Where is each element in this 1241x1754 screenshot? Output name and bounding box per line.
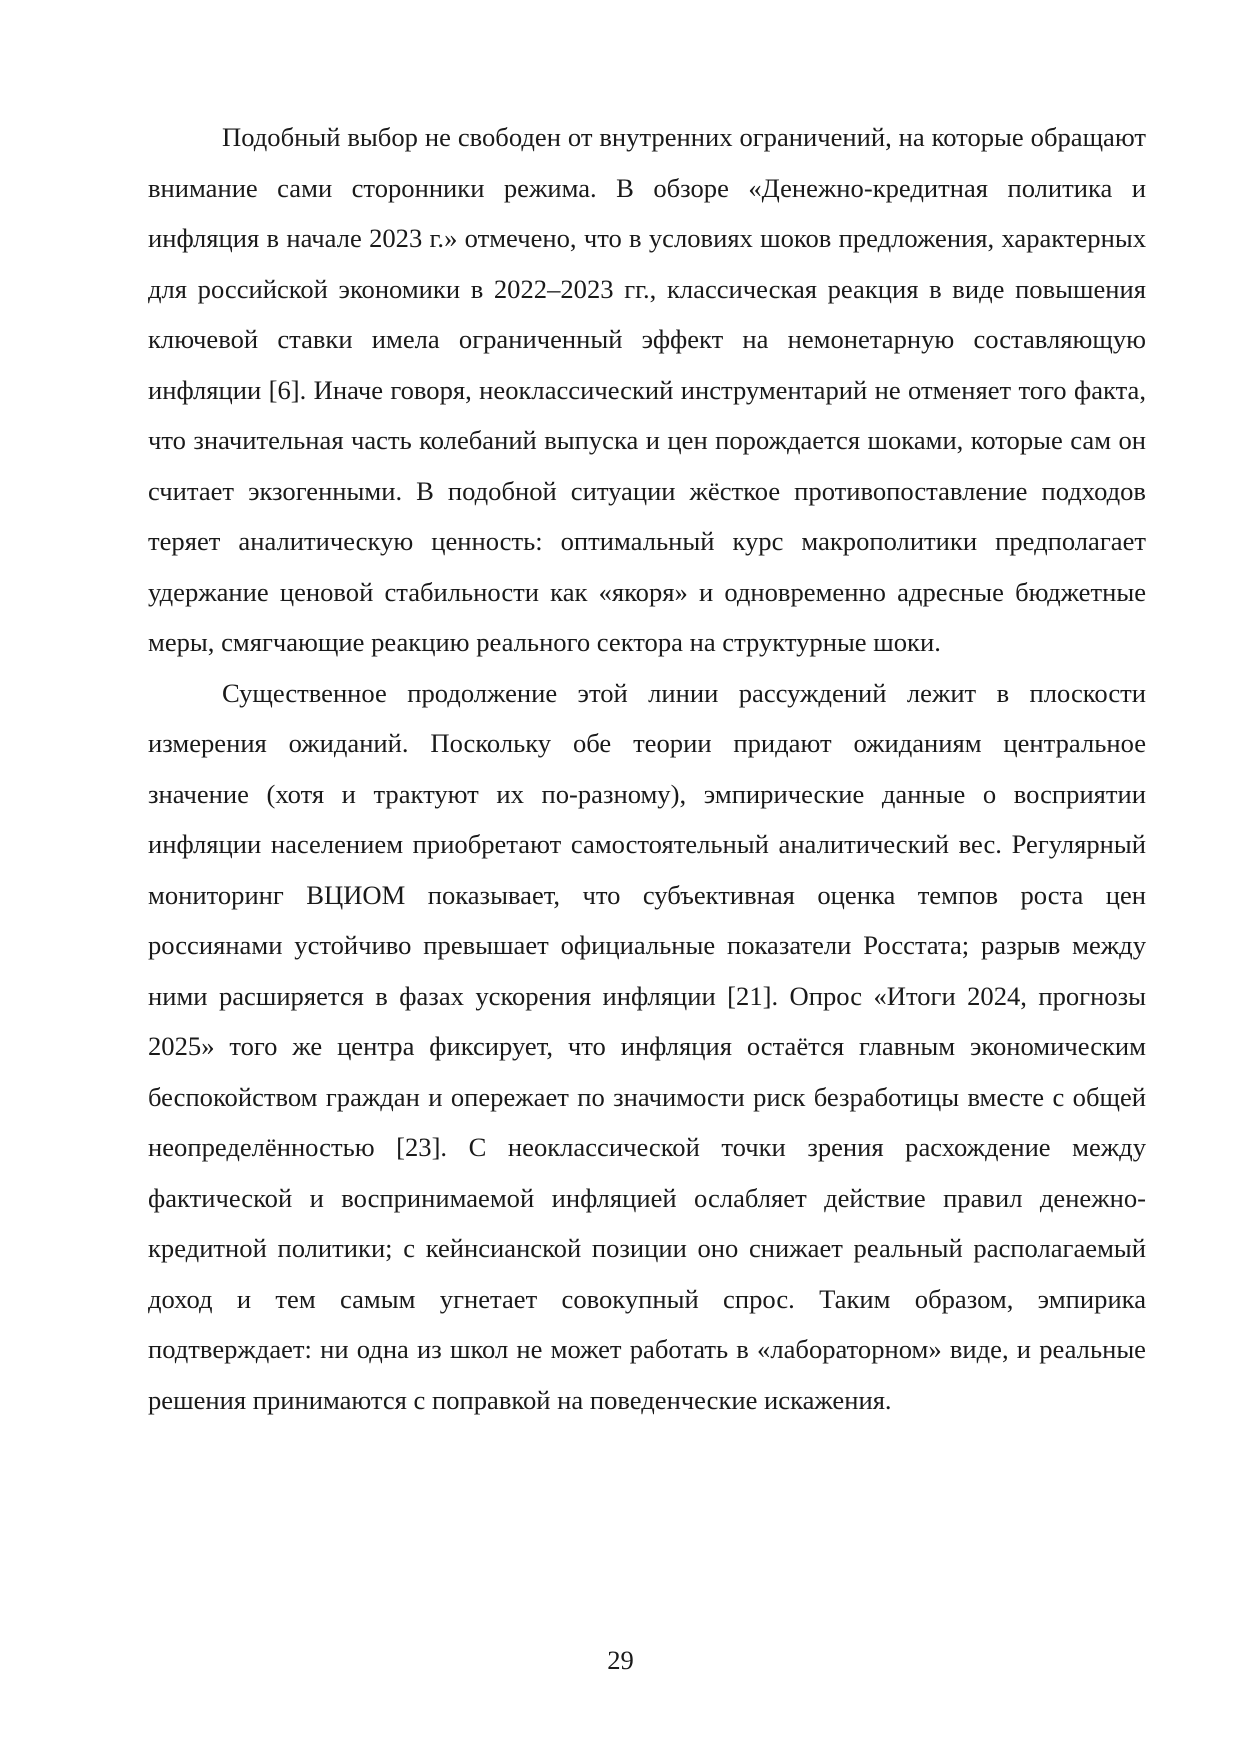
page-number: 29: [607, 1645, 634, 1675]
paragraph-1: Подобный выбор не свободен от внутренних ограничений, на которые обращают внимание сами сторонники режима. В обзоре «Денежно-кредитная политика и инфляция в начале 2023 г.» отмечено, что в условиях шоков предложения, характерных для российской экономики в 2022–2023 гг., классическая реакция в виде повышения ключевой ставки имела ограниченный эффект на немонетарную составляющую инфляции [6]. Иначе говоря, неоклассический инструментарий не отменяет того факта, что значительная часть колебаний выпуска и цен порождается шоками, которые сам он считает экзогенными. В подобной ситуации жёсткое противопоставление подходов теряет аналитическую ценность: оптимальный курс макрополитики предполагает удержание ценовой стабильности как «якоря» и одновременно адресные бюджетные меры, смягчающие реакцию реального сектора на структурные шоки.: [148, 122, 1146, 657]
paragraph-2: Существенное продолжение этой линии рассуждений лежит в плоскости измерения ожиданий. Поскольку обе теории придают ожиданиям центральное значение (хотя и трактуют их по-разному), эмпирические данные о восприятии инфляции населением приобретают самостоятельный аналитический вес. Регулярный мониторинг ВЦИОМ показывает, что субъективная оценка темпов роста цен россиянами устойчиво превышает официальные показатели Росстата; разрыв между ними расширяется в фазах ускорения инфляции [21]. Опрос «Итоги 2024, прогнозы 2025» того же центра фиксирует, что инфляция остаётся главным экономическим беспокойством граждан и опережает по значимости риск безработицы вместе с общей неопределённостью [23]. С неоклассической точки зрения расхождение между фактической и воспринимаемой инфляцией ослабляет действие правил денежно-кредитной политики; с кейнсианской позиции оно снижает реальный располагаемый доход и тем самым угнетает совокупный спрос. Таким образом, эмпирика подтверждает: ни одна из школ не может работать в «лабораторном» виде, и реальные решения принимаются с поправкой на поведенческие искажения.: [148, 677, 1146, 1415]
body-text: [148, 112, 1146, 1425]
